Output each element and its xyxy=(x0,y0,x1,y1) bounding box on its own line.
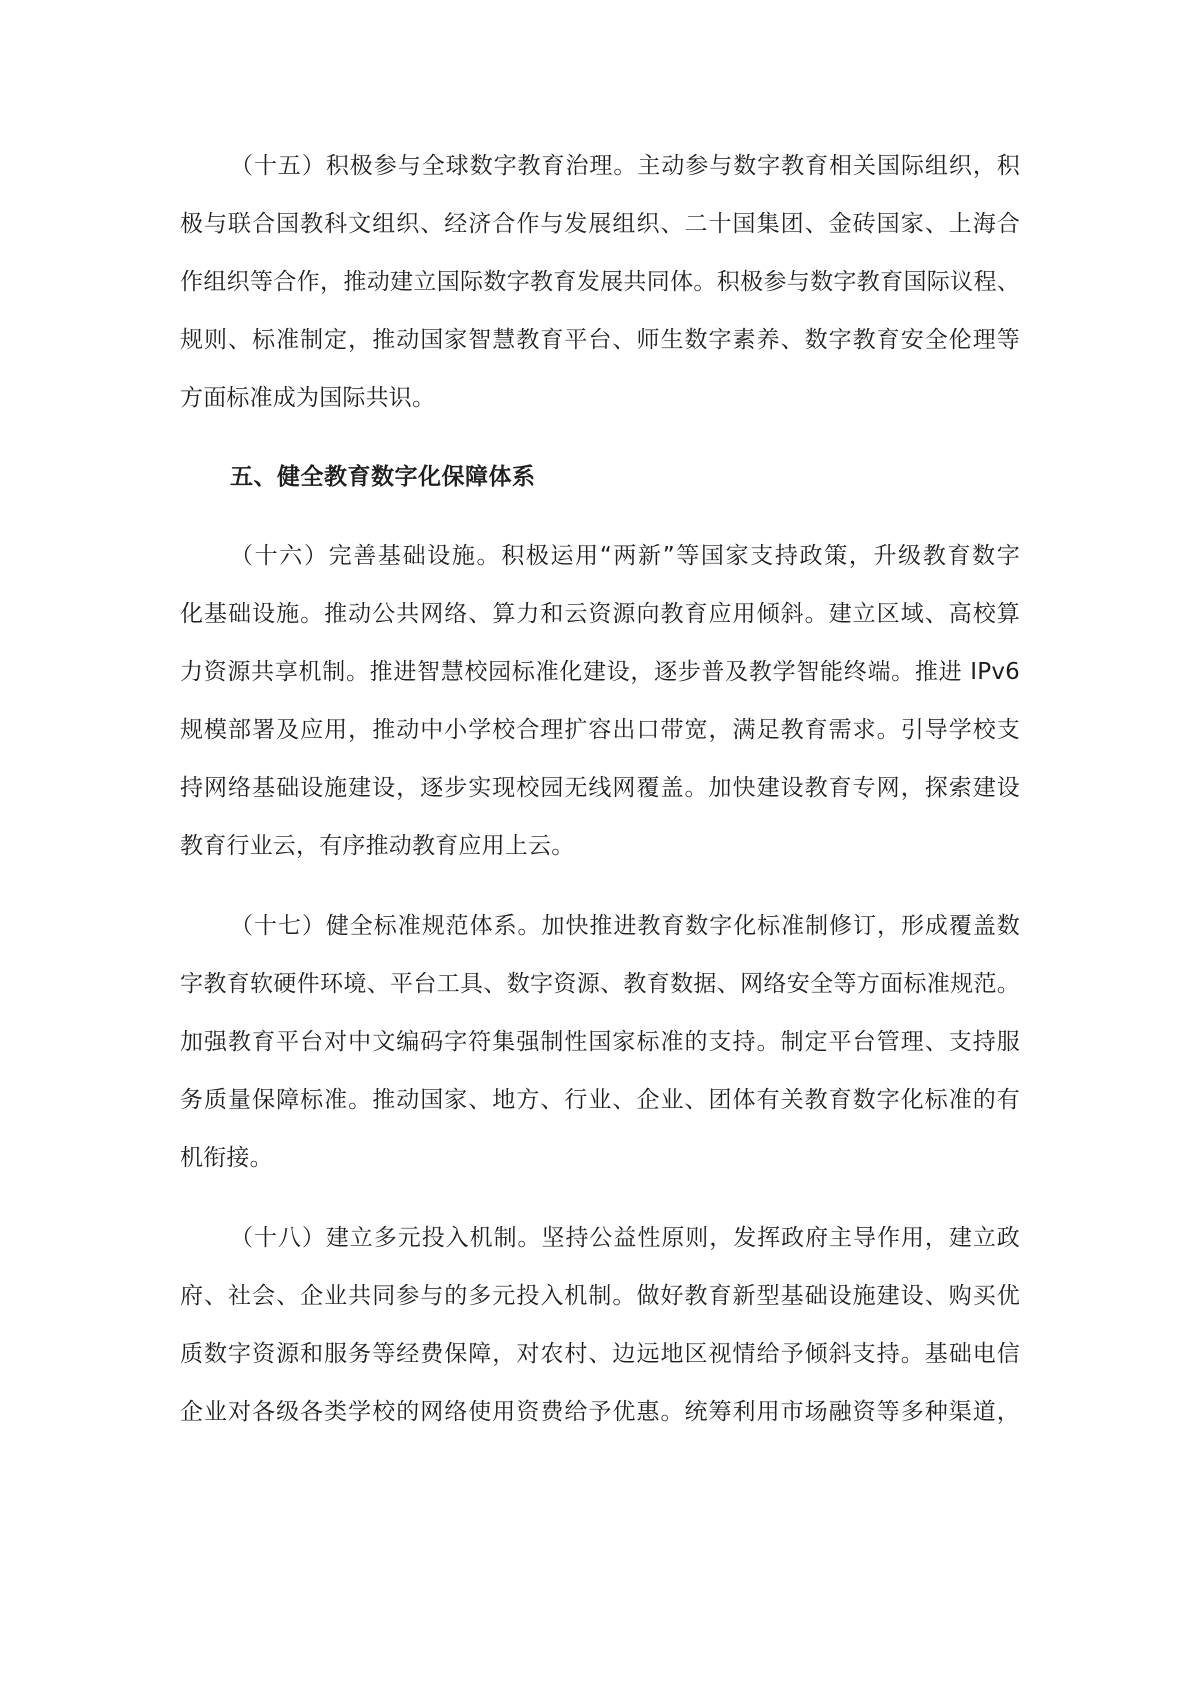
paragraph-line: 企业对各级各类学校的网络使用资费给予优惠。统筹利用市场融资等多种渠道， xyxy=(180,1399,1020,1425)
paragraph-line: 持网络基础设施建设，逐步实现校园无线网覆盖。加快建设教育专网，探索建设 xyxy=(180,775,1020,801)
paragraph-line: 务质量保障标准。推动国家、地方、行业、企业、团体有关教育数字化标准的有 xyxy=(180,1087,1020,1113)
section-heading: 五、健全教育数字化保障体系 xyxy=(230,464,536,490)
paragraph-line: 方面标准成为国际共识。 xyxy=(180,385,436,411)
paragraph-line: （十五）积极参与全球数字教育治理。主动参与数字教育相关国际组织，积 xyxy=(230,153,1020,179)
paragraph-line: 极与联合国教科文组织、经济合作与发展组织、二十国集团、金砖国家、上海合 xyxy=(180,211,1020,237)
paragraph-line: （十七）健全标准规范体系。加快推进教育数字化标准制修订，形成覆盖数 xyxy=(230,913,1020,939)
paragraph-line: 规模部署及应用，推动中小学校合理扩容出口带宽，满足教育需求。引导学校支 xyxy=(180,717,1020,743)
paragraph-line: 加强教育平台对中文编码字符集强制性国家标准的支持。制定平台管理、支持服 xyxy=(180,1029,1020,1055)
paragraph-line: 力资源共享机制。推进智慧校园标准化建设，逐步普及教学智能终端。推进 IPv6 xyxy=(180,659,1020,685)
paragraph-line: 化基础设施。推动公共网络、算力和云资源向教育应用倾斜。建立区域、高校算 xyxy=(180,601,1020,627)
paragraph-line: 教育行业云，有序推动教育应用上云。 xyxy=(180,833,575,859)
paragraph-line: 机衔接。 xyxy=(180,1145,273,1171)
paragraph-line: 规则、标准制定，推动国家智慧教育平台、师生数字素养、数字教育安全伦理等 xyxy=(180,327,1020,353)
paragraph-line: 字教育软硬件环境、平台工具、数字资源、教育数据、网络安全等方面标准规范。 xyxy=(180,971,1020,997)
paragraph-line: （十六）完善基础设施。积极运用“两新”等国家支持政策，升级教育数字 xyxy=(230,543,1020,569)
paragraph-line: （十八）建立多元投入机制。坚持公益性原则，发挥政府主导作用，建立政 xyxy=(230,1225,1020,1251)
paragraph-line: 府、社会、企业共同参与的多元投入机制。做好教育新型基础设施建设、购买优 xyxy=(180,1283,1020,1309)
paragraph-line: 作组织等合作，推动建立国际数字教育发展共同体。积极参与数字教育国际议程、 xyxy=(180,269,1020,295)
paragraph-line: 质数字资源和服务等经费保障，对农村、边远地区视情给予倾斜支持。基础电信 xyxy=(180,1341,1020,1367)
